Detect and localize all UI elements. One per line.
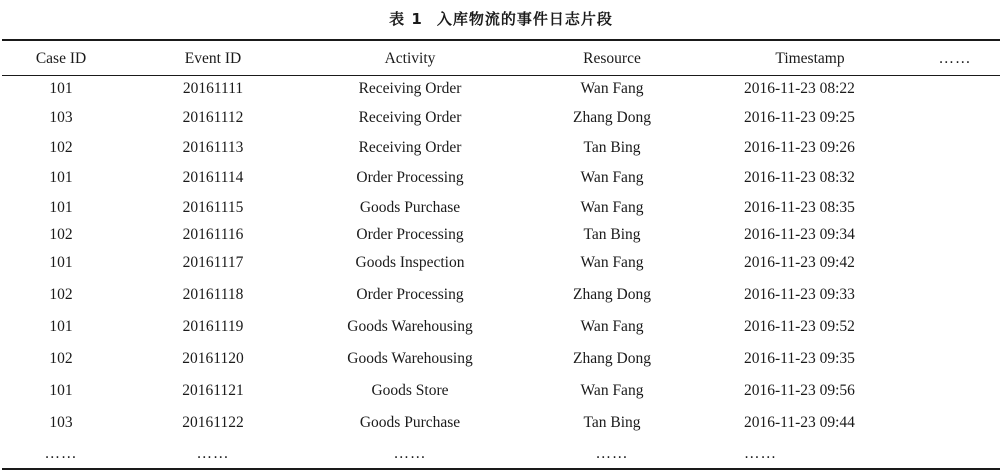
- cell-empty: [910, 75, 1000, 103]
- cell-case-id: 101: [49, 199, 73, 216]
- table-row: [2, 103, 1000, 133]
- cell-resource: Zhang Dong: [573, 109, 651, 126]
- table-title: 入库物流的事件日志片段: [436, 10, 613, 28]
- cell-activity: Goods Purchase: [359, 199, 461, 216]
- cell-case-id: 103: [49, 109, 73, 126]
- cell-resource: Zhang Dong: [573, 286, 651, 303]
- cell-resource: Wan Fang: [580, 199, 644, 216]
- column-header-case-id: Case ID: [35, 49, 87, 67]
- cell-event-id: 20161111: [182, 80, 244, 97]
- cell-timestamp: 2016-11-23 08:32: [744, 169, 855, 186]
- table-row: [2, 407, 1000, 439]
- cell-resource: Wan Fang: [580, 318, 644, 335]
- cell-empty: [910, 133, 1000, 163]
- cell-event-id: 20161116: [182, 226, 244, 243]
- cell-timestamp: 2016-11-23 09:34: [744, 226, 855, 243]
- table-row: [2, 279, 1000, 311]
- cell-timestamp: 2016-11-23 09:44: [744, 414, 855, 431]
- cell-event-id: 20161115: [182, 199, 244, 216]
- cell-empty: [910, 311, 1000, 343]
- table-row: [2, 247, 1000, 279]
- cell-empty: [910, 163, 1000, 193]
- cell-case-id: 102: [49, 350, 73, 367]
- cell-activity: Receiving Order: [358, 109, 462, 126]
- cell-resource: Tan Bing: [583, 414, 641, 431]
- cell-resource: Wan Fang: [580, 254, 644, 271]
- cell-activity: Receiving Order: [358, 139, 462, 156]
- table-row: [2, 163, 1000, 193]
- event-log-table: [2, 42, 1000, 469]
- cell-timestamp: 2016-11-23 09:42: [744, 254, 855, 271]
- cell-activity: Order Processing: [356, 286, 464, 303]
- cell-event-id: 20161121: [182, 382, 244, 399]
- table-row: [2, 223, 1000, 247]
- cell-resource: Tan Bing: [583, 139, 641, 156]
- cell-event-id: 20161122: [182, 414, 244, 431]
- table-row: [2, 311, 1000, 343]
- cell-event-id: 20161112: [182, 109, 244, 126]
- table-row: [2, 439, 1000, 469]
- cell-empty: [910, 407, 1000, 439]
- table-number: 表 1: [389, 10, 423, 28]
- cell-activity: ……: [393, 445, 427, 462]
- cell-timestamp: 2016-11-23 08:35: [744, 199, 855, 216]
- table-row: [2, 375, 1000, 407]
- table-row: [2, 343, 1000, 375]
- cell-activity: Order Processing: [356, 169, 464, 186]
- cell-resource: Wan Fang: [580, 382, 644, 399]
- cell-event-id: 20161120: [182, 350, 244, 367]
- table-row: [2, 193, 1000, 223]
- cell-timestamp: 2016-11-23 09:56: [744, 382, 855, 399]
- cell-case-id: 103: [49, 414, 73, 431]
- cell-case-id: 101: [49, 318, 73, 335]
- cell-timestamp: 2016-11-23 09:52: [744, 318, 855, 335]
- cell-timestamp: 2016-11-23 09:33: [744, 286, 855, 303]
- cell-event-id: 20161117: [182, 254, 244, 271]
- cell-timestamp: 2016-11-23 09:35: [744, 350, 855, 367]
- cell-timestamp: 2016-11-23 09:26: [744, 139, 855, 156]
- cell-case-id: 101: [49, 382, 73, 399]
- cell-case-id: 101: [49, 169, 73, 186]
- table-row: [2, 133, 1000, 163]
- cell-empty: [910, 247, 1000, 279]
- cell-resource: Tan Bing: [583, 226, 641, 243]
- cell-activity: Goods Purchase: [359, 414, 461, 431]
- cell-empty: [910, 103, 1000, 133]
- cell-event-id: 20161119: [182, 318, 244, 335]
- cell-activity: Order Processing: [356, 226, 464, 243]
- cell-activity: Goods Store: [371, 382, 449, 399]
- column-header-timestamp: Timestamp: [775, 49, 845, 67]
- cell-empty: [910, 279, 1000, 311]
- cell-case-id: 102: [49, 139, 73, 156]
- column-header-resource: Resource: [583, 49, 641, 67]
- cell-resource: ……: [595, 445, 629, 462]
- cell-event-id: ……: [196, 445, 230, 462]
- cell-timestamp: 2016-11-23 09:25: [744, 109, 855, 126]
- cell-case-id: 102: [49, 226, 73, 243]
- cell-activity: Goods Inspection: [355, 254, 465, 271]
- cell-event-id: 20161114: [182, 169, 244, 186]
- cell-event-id: 20161118: [182, 286, 244, 303]
- top-rule: [2, 39, 1000, 41]
- column-header-ellipsis: ……: [938, 49, 972, 67]
- table-row: [2, 75, 1000, 103]
- cell-case-id: ……: [44, 445, 78, 462]
- cell-activity: Receiving Order: [358, 80, 462, 97]
- cell-activity: Goods Warehousing: [347, 318, 473, 335]
- cell-empty: [910, 193, 1000, 223]
- cell-empty: [910, 375, 1000, 407]
- cell-empty: [910, 343, 1000, 375]
- column-header-event-id: Event ID: [184, 49, 242, 67]
- cell-empty: [910, 223, 1000, 247]
- table-caption: [0, 8, 1002, 29]
- cell-case-id: 101: [49, 254, 73, 271]
- cell-empty: [910, 439, 1000, 469]
- column-header-activity: Activity: [384, 49, 436, 67]
- cell-resource: Zhang Dong: [573, 350, 651, 367]
- cell-resource: Wan Fang: [580, 80, 644, 97]
- cell-case-id: 101: [49, 80, 73, 97]
- cell-timestamp: 2016-11-23 08:22: [744, 80, 855, 97]
- cell-activity: Goods Warehousing: [347, 350, 473, 367]
- cell-event-id: 20161113: [182, 139, 244, 156]
- cell-resource: Wan Fang: [580, 169, 644, 186]
- header-row: [2, 42, 1000, 75]
- cell-timestamp: ……: [744, 445, 777, 462]
- cell-case-id: 102: [49, 286, 73, 303]
